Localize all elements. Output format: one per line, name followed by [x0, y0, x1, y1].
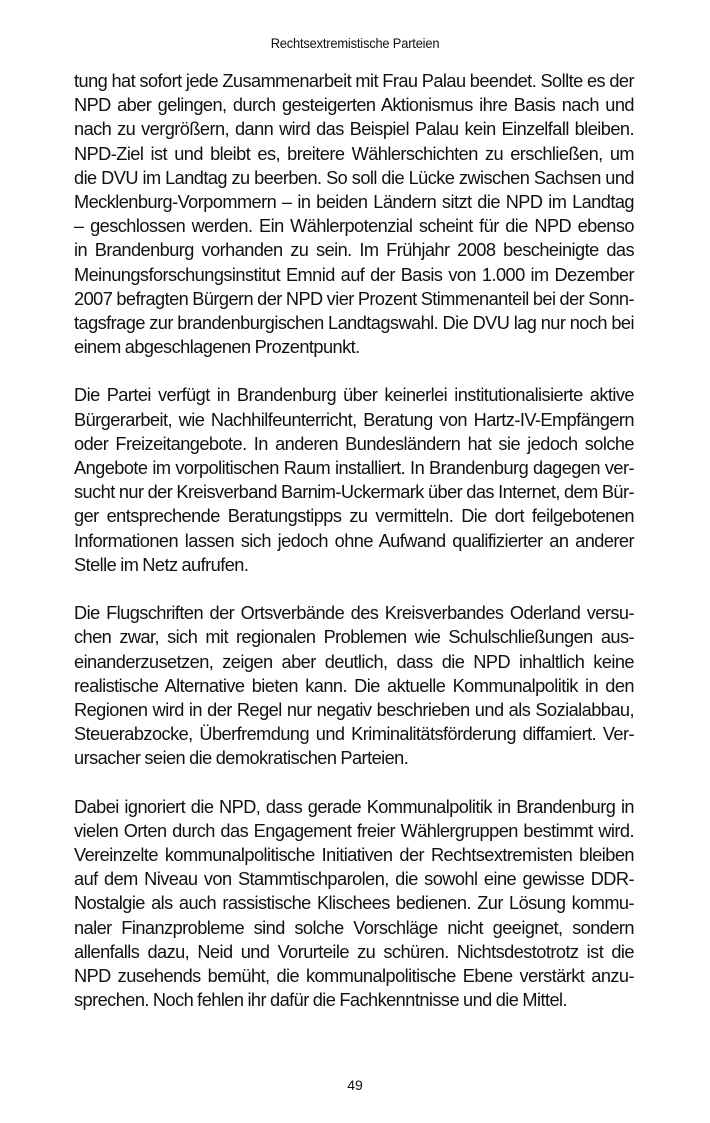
text-line: ursacher seien die demokratischen Parteien.	[74, 748, 409, 769]
text-line: in Brandenburg vorhanden zu sein. Im Frühjahr 2008 bescheinigte das	[74, 240, 634, 261]
text-line: chen zwar, sich mit regionalen Problemen wie Schulschließungen aus-	[74, 627, 634, 648]
text-line: NPD aber gelingen, durch gesteigerten Aktionismus ihre Basis nach und	[74, 95, 634, 116]
text-line: einanderzusetzen, zeigen aber deutlich, dass die NPD inhaltlich keine	[74, 651, 634, 672]
paragraph	[74, 69, 634, 359]
text-line: Mecklenburg-Vorpommern – in beiden Ländern sitzt die NPD im Landtag	[74, 191, 634, 212]
paragraph	[74, 601, 634, 770]
paragraph	[74, 383, 634, 577]
text-line: Meinungsforschungsinstitut Emnid auf der Basis von 1.000 im Dezember	[74, 264, 634, 285]
paragraph-gap	[74, 770, 634, 794]
text-line: Regionen wird in der Regel nur negativ beschrieben und als Sozialabbau,	[74, 699, 634, 720]
text-line: oder Freizeitangebote. In anderen Bundesländern hat sie jedoch solche	[74, 433, 634, 454]
text-line: die DVU im Landtag zu beerben. So soll die Lücke zwischen Sachsen und	[74, 167, 634, 188]
text-line: realistische Alternative bieten kann. Die aktuelle Kommunalpolitik in den	[74, 675, 634, 696]
text-line: sprechen. Noch fehlen ihr dafür die Fachkenntnisse und die Mittel.	[74, 990, 568, 1011]
paragraph-gap	[74, 577, 634, 601]
text-line: Angebote im vorpolitischen Raum installiert. In Brandenburg dagegen ver-	[74, 458, 634, 478]
page-number: 49	[347, 1077, 363, 1093]
text-line: einem abgeschlagenen Prozentpunkt.	[74, 337, 360, 358]
text-line: Stelle im Netz aufrufen.	[74, 554, 249, 575]
text-line: Steuerabzocke, Überfremdung und Kriminalitätsförderung diffamiert. Ver-	[74, 724, 634, 745]
text-line: ger entsprechende Beratungstipps zu vermitteln. Die dort feilgebotenen	[74, 506, 634, 527]
text-line: Die Partei verfügt in Brandenburg über keinerlei institutionalisierte aktive	[74, 385, 634, 406]
paragraph-gap	[74, 359, 634, 383]
running-header: Rechtsextremistische Parteien	[270, 35, 440, 51]
text-line: Vereinzelte kommunalpolitische Initiativen der Rechtsextremisten bleiben	[74, 845, 634, 865]
text-line: Bürgerarbeit, wie Nachhilfeunterricht, Beratung von Hartz-IV-Empfängern	[74, 409, 634, 430]
text-line: tagsfrage zur brandenburgischen Landtagswahl. Die DVU lag nur noch bei	[74, 312, 634, 333]
text-line: auf dem Niveau von Stammtischparolen, die sowohl eine gewisse DDR-	[74, 869, 634, 890]
text-line: NPD zusehends bemüht, die kommunalpolitische Ebene verstärkt anzu-	[74, 965, 634, 986]
text-line: vielen Orten durch das Engagement freier Wählergruppen bestimmt wird.	[74, 820, 634, 841]
text-line: NPD-Ziel ist und bleibt es, breitere Wählerschichten zu erschließen, um	[74, 143, 634, 164]
text-line: Dabei ignoriert die NPD, dass gerade Kommunalpolitik in Brandenburg in	[74, 796, 634, 817]
text-line: sucht nur der Kreisverband Barnim-Uckermark über das Internet, dem Bür-	[74, 482, 634, 503]
paragraph	[74, 795, 634, 1013]
text-line: Informationen lassen sich jedoch ohne Aufwand qualifizierter an anderer	[74, 530, 634, 551]
text-line: Nostalgie als auch rassistische Klischees bedienen. Zur Lösung kommu-	[74, 893, 634, 914]
text-line: tung hat sofort jede Zusammenarbeit mit Frau Palau beendet. Sollte es der	[74, 71, 634, 91]
text-line: naler Finanzprobleme sind solche Vorschläge nicht geeignet, sondern	[74, 917, 634, 938]
body-text	[74, 69, 634, 1012]
text-line: nach zu vergrößern, dann wird das Beispiel Palau kein Einzelfall bleiben.	[74, 119, 634, 140]
text-line: Die Flugschriften der Ortsverbände des Kreisverbandes Oderland versu-	[74, 603, 634, 624]
text-line: – geschlossen werden. Ein Wählerpotenzial scheint für die NPD ebenso	[74, 216, 634, 237]
text-line: allenfalls dazu, Neid und Vorurteile zu schüren. Nichtsdestotrotz ist die	[74, 941, 634, 962]
text-line: 2007 befragten Bürgern der NPD vier Prozent Stimmenanteil bei der Sonn-	[74, 288, 634, 309]
